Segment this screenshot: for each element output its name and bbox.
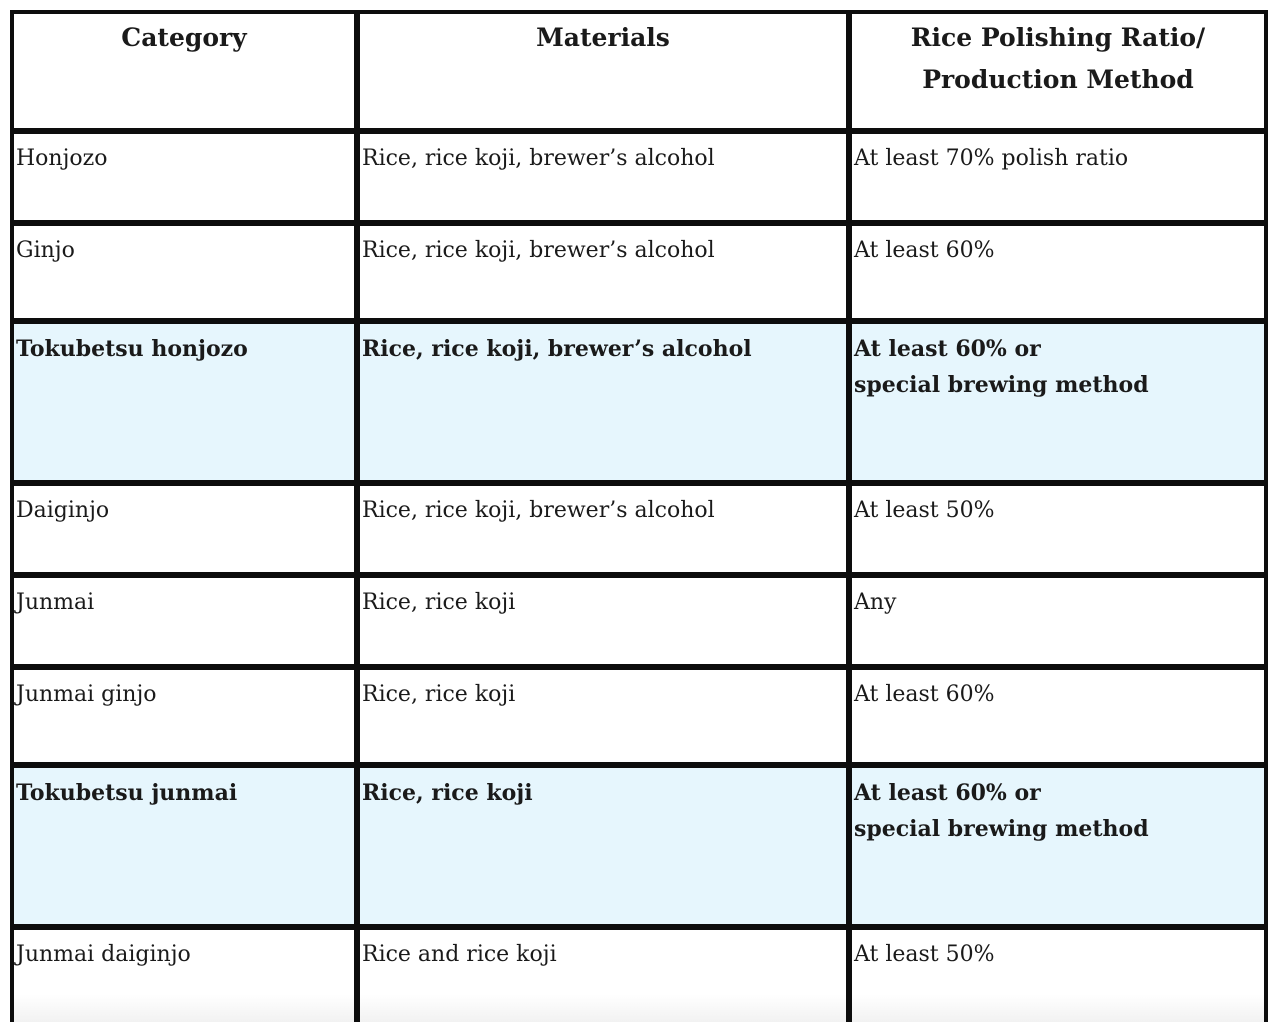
materials-text: Rice, rice koji, brewer’s alcohol <box>362 146 715 171</box>
sake-classification-table <box>10 10 1268 1022</box>
header-category <box>14 14 354 128</box>
table-grid <box>14 14 1264 1017</box>
ratio-text: At least 50% <box>854 942 995 967</box>
cell-materials <box>360 768 846 924</box>
header-ratio-line-1: Rice Polishing Ratio/ <box>910 23 1206 52</box>
cell-category <box>14 226 354 318</box>
cell-polishing-ratio <box>852 324 1264 480</box>
cell-polishing-ratio <box>852 226 1264 318</box>
ratio-text: Any <box>854 590 897 615</box>
category-text: Junmai <box>16 590 95 615</box>
header-materials <box>360 14 846 128</box>
header-ratio-line-2: Production Method <box>922 65 1194 94</box>
cell-polishing-ratio <box>852 768 1264 924</box>
ratio-text: special brewing method <box>854 816 1149 842</box>
ratio-text: At least 60% <box>854 238 995 263</box>
header-materials-label: Materials <box>536 23 670 52</box>
cell-materials <box>360 324 846 480</box>
ratio-text: special brewing method <box>854 372 1149 398</box>
category-text: Tokubetsu honjozo <box>16 336 248 362</box>
cell-category <box>14 930 354 1022</box>
cell-polishing-ratio <box>852 486 1264 572</box>
ratio-text: At least 60% <box>854 682 995 707</box>
header-category-label: Category <box>121 23 247 52</box>
cell-materials <box>360 486 846 572</box>
category-text: Junmai daiginjo <box>16 942 191 967</box>
materials-text: Rice, rice koji <box>362 682 516 707</box>
materials-text: Rice, rice koji, brewer’s alcohol <box>362 238 715 263</box>
materials-text: Rice, rice koji <box>362 590 516 615</box>
cell-materials <box>360 134 846 220</box>
cell-category <box>14 768 354 924</box>
cell-category <box>14 578 354 664</box>
header-polishing-ratio <box>852 14 1264 128</box>
ratio-text: At least 70% polish ratio <box>854 146 1129 171</box>
ratio-text: At least 50% <box>854 498 995 523</box>
category-text: Junmai ginjo <box>16 682 157 707</box>
cell-category <box>14 670 354 762</box>
materials-text: Rice and rice koji <box>362 942 557 967</box>
cell-polishing-ratio <box>852 134 1264 220</box>
category-text: Ginjo <box>16 238 75 263</box>
cell-category <box>14 486 354 572</box>
cell-materials <box>360 578 846 664</box>
materials-text: Rice, rice koji <box>362 780 533 806</box>
cell-category <box>14 134 354 220</box>
materials-text: Rice, rice koji, brewer’s alcohol <box>362 498 715 523</box>
cell-polishing-ratio <box>852 670 1264 762</box>
category-text: Daiginjo <box>16 498 110 523</box>
category-text: Tokubetsu junmai <box>16 780 238 806</box>
ratio-text: At least 60% or <box>854 780 1041 806</box>
cell-materials <box>360 930 846 1022</box>
materials-text: Rice, rice koji, brewer’s alcohol <box>362 336 752 362</box>
cell-materials <box>360 226 846 318</box>
cell-category <box>14 324 354 480</box>
ratio-text: At least 60% or <box>854 336 1041 362</box>
cell-polishing-ratio <box>852 578 1264 664</box>
cell-materials <box>360 670 846 762</box>
cell-polishing-ratio <box>852 930 1264 1022</box>
category-text: Honjozo <box>16 146 108 171</box>
